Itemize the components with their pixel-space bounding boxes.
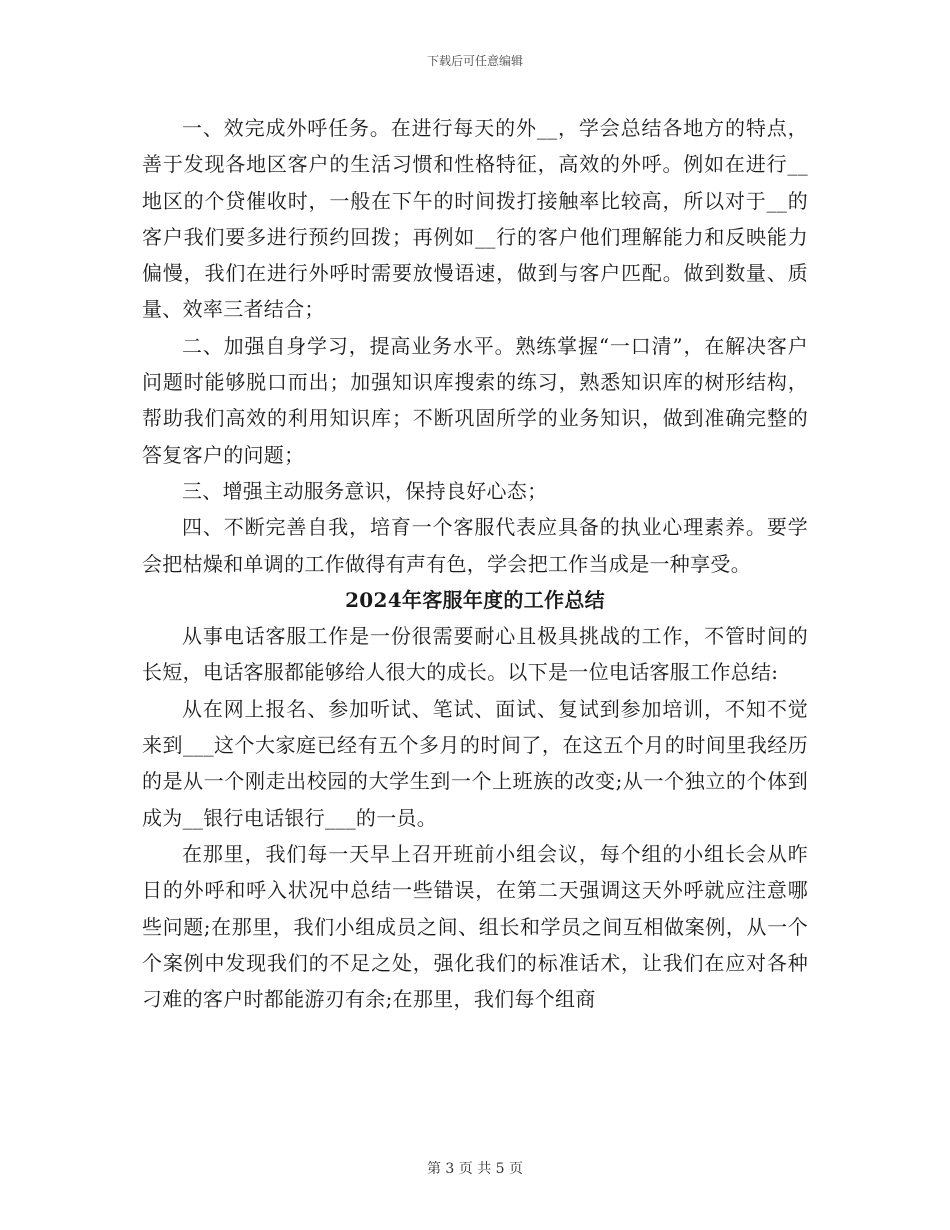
paragraph: 从事电话客服工作是一份很需要耐心且极具挑战的工作，不管时间的长短，电话客服都能够给人很大的成长。以下是一位电话客服工作总结: bbox=[142, 624, 808, 685]
page-number: 第 3 页 共 5 页 bbox=[426, 1161, 524, 1177]
paragraph: 四、不断完善自我，培育一个客服代表应具备的执业心理素养。要学会把枯燥和单调的工作做得有声有色，学会把工作当成是一种享受。 bbox=[142, 515, 808, 576]
paragraph: 在那里，我们每一天早上召开班前小组会议，每个组的小组长会从昨日的外呼和呼入状况中总结一些错误，在第二天强调这天外呼就应注意哪些问题;在那里，我们小组成员之间、组长和学员之间互相做案例，从一个个案例中发现我们的不足之处，强化我们的标准话术，让我们在应对各种刁难的客户时都能游刃有余;在那里，我们每个组商 bbox=[142, 841, 808, 1012]
paragraph: 一、效完成外呼任务。在进行每天的外__，学会总结各地方的特点，善于发现各地区客户的生活习惯和性格特征，高效的外呼。例如在进行__地区的个贷催收时，一般在下午的时间拨打接触率比较高，所以对于__的客户我们要多进行预约回拨；再例如__行的客户他们理解能力和反映能力偏慢，我们在进行外呼时需要放慢语速，做到与客户匹配。做到数量、质量、效率三者结合； bbox=[142, 116, 808, 322]
page-header: 下载后可任意编辑 bbox=[426, 54, 523, 68]
section-title: 2024年客服年度的工作总结 bbox=[345, 587, 605, 612]
document-body bbox=[142, 110, 808, 1017]
paragraph: 二、加强自身学习，提高业务水平。熟练掌握“一口清”，在解决客户问题时能够脱口而出；加强知识库搜索的练习，熟悉知识库的树形结构，帮助我们高效的利用知识库；不断巩固所学的业务知识，做到准确完整的答复客户的问题； bbox=[142, 333, 808, 467]
paragraph: 从在网上报名、参加听试、笔试、面试、复试到参加培训，不知不觉来到___这个大家庭已经有五个多月的时间了，在这五个月的时间里我经历的是从一个刚走出校园的大学生到一个上班族的改变;从一个独立的个体到成为__银行电话银行___的一员。 bbox=[142, 696, 808, 830]
paragraph: 三、增强主动服务意识，保持良好心态； bbox=[182, 478, 548, 503]
